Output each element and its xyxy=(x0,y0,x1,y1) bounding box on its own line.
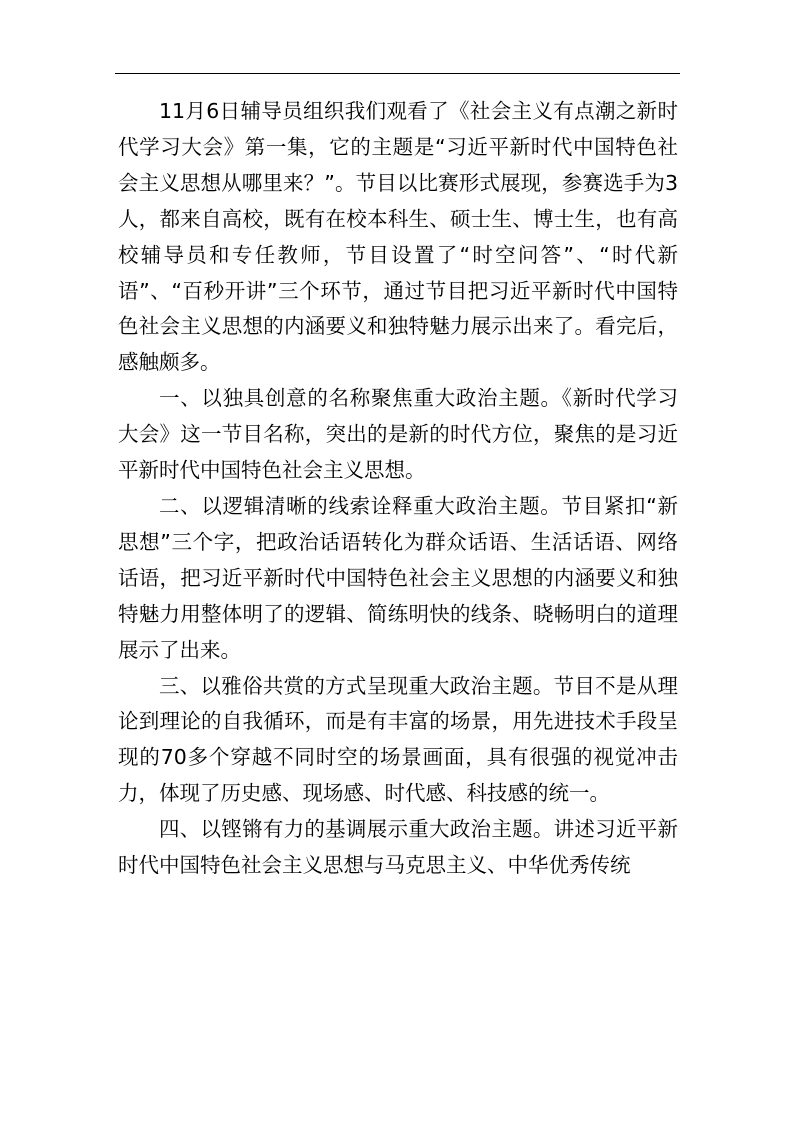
paragraph-intro: 11月6日辅导员组织我们观看了《社会主义有点潮之新时代学习大会》第一集，它的主题是“习近平新时代中国特色社会主义思想从哪里来？”。节目以比赛形式展现，参赛选手为3人，都来自高校，既有在校本科生、硕士生、博士生，也有高校辅导员和专任教师，节目设置了“时空问答”、“时代新语”、“百秒开讲”三个环节，通过节目把习近平新时代中国特色社会主义思想的内涵要义和独特魅力展示出来了。看完后，感触颇多。 xyxy=(118,99,678,375)
paragraph-point-two: 二、以逻辑清晰的线索诠释重大政治主题。节目紧扣“新思想”三个字，把政治话语转化为群众话语、生活话语、网络话语，把习近平新时代中国特色社会主义思想的内涵要义和独特魅力用整体明了的逻辑、简练明快的线条、晓畅明白的道理展示了出来。 xyxy=(118,493,678,662)
paragraph-point-four: 四、以铿锵有力的基调展示重大政治主题。讲述习近平新时代中国特色社会主义思想与马克思主义、中华优秀传统 xyxy=(118,817,678,878)
document-body xyxy=(118,94,678,884)
paragraph-point-three: 三、以雅俗共赏的方式呈现重大政治主题。节目不是从理论到理论的自我循环，而是有丰富的场景，用先进技术手段呈现的70多个穿越不同时空的场景画面，具有很强的视觉冲击力，体现了历史感、现场感、时代感、科技感的统一。 xyxy=(118,673,678,806)
header-rule xyxy=(115,73,680,74)
paragraph-point-one: 一、以独具创意的名称聚焦重大政治主题。《新时代学习大会》这一节目名称，突出的是新的时代方位，聚焦的是习近平新时代中国特色社会主义思想。 xyxy=(118,386,678,483)
